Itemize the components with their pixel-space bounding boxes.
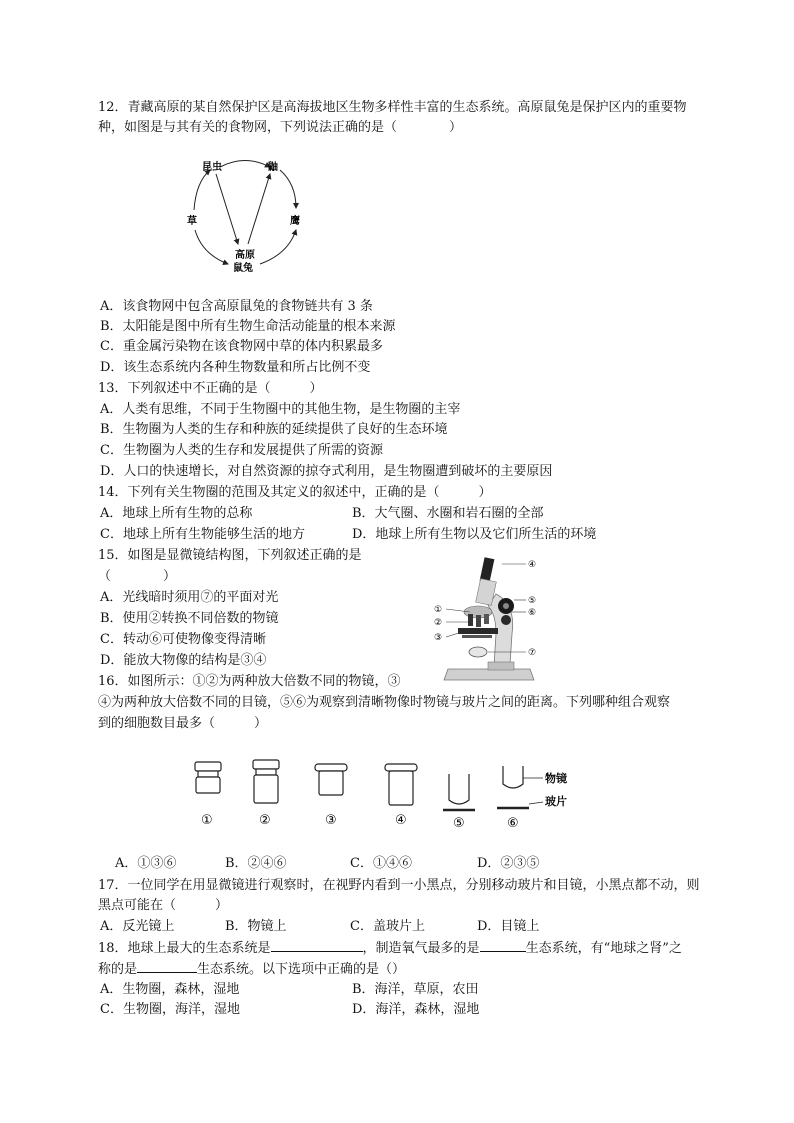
q18-text-5: 生态系统。以下选项中正确的是（） <box>197 962 406 977</box>
q17-option-d: D．目镜上 <box>477 919 540 934</box>
q15-stem: 15．如图是显微镜结构图，下列叙述正确的是 <box>98 548 362 563</box>
q15-answer-paren: （ ） <box>98 569 177 584</box>
lens-label-2: ② <box>259 813 271 828</box>
node-insect: 昆虫 <box>202 162 222 173</box>
slide-label: 玻片 <box>545 795 567 808</box>
q13-stem: 13．下列叙述中不正确的是（ ） <box>98 381 323 396</box>
microscope-label-3: ③ <box>434 633 443 643</box>
q13-option-d: D．人口的快速增长，对自然资源的掠夺式利用，是生物圈遭到破坏的主要原因 <box>100 464 553 479</box>
q14-option-b: B．大气圈、水圈和岩石圈的全部 <box>352 506 544 521</box>
q18-stem-line1 <box>98 939 682 958</box>
arrow-pika-to-weasel <box>248 174 270 244</box>
q16-option-c: C．①④⑥ <box>350 856 412 871</box>
q13-option-b: B．生物圈为人类的生存和种族的延续提供了良好的生态环境 <box>100 422 448 437</box>
q17-option-c: C．盖玻片上 <box>350 919 425 934</box>
q18-stem-line2 <box>98 960 405 979</box>
arc-weasel-to-eagle <box>280 170 296 208</box>
q17-stem-line1: 17．一位同学在用显微镜进行观察时，在视野内看到一小黑点，分别移动玻片和目镜，小黑点都不动，则 <box>98 878 700 893</box>
node-pika-line1: 高原 <box>235 250 255 261</box>
lens-label-1: ① <box>201 813 213 828</box>
q14-option-a: A．地球上所有生物的总称 <box>100 506 253 521</box>
microscope-stage <box>458 628 498 634</box>
q15-option-c: C．转动⑥可使物像变得清晰 <box>100 632 266 647</box>
q13-option-a: A．人类有思维，不同于生物圈中的其他生物，是生物圈的主宰 <box>100 402 461 417</box>
microscope-label-1: ① <box>434 605 443 615</box>
q18-blank-3[interactable] <box>137 960 197 973</box>
q18-option-b: B．海洋，草原，农田 <box>352 982 479 997</box>
node-pika-line2: 鼠兔 <box>233 263 253 274</box>
microscope-figure <box>430 554 550 684</box>
q17-option-a: A．反光镜上 <box>100 919 175 934</box>
node-grass: 草 <box>187 216 197 227</box>
q12-stem-line1: 12．青藏高原的某自然保护区是高海拔地区生物多样性丰富的生态系统。高原鼠兔是保护区内的重要物 <box>98 100 687 115</box>
lens-label-4: ④ <box>395 813 407 828</box>
lens-label-5: ⑤ <box>453 816 465 831</box>
q16-stem-line2: ④为两种放大倍数不同的目镜，⑤⑥为观察到清晰物像时物镜与玻片之间的距离。下列哪种组合观察 <box>98 695 671 710</box>
node-weasel: 鼬 <box>268 162 278 173</box>
q12-option-c: C．重金属污染物在该食物网中草的体内积累最多 <box>100 339 383 354</box>
lens-label-6: ⑥ <box>507 816 519 831</box>
q18-blank-1[interactable] <box>271 939 363 952</box>
q14-option-d: D．地球上所有生物以及它们所生活的环境 <box>352 527 597 542</box>
microscope-label-6: ⑥ <box>528 608 537 618</box>
q16-option-d: D．②③⑤ <box>477 856 540 871</box>
q12-stem-line2: 种，如图是与其有关的食物网，下列说法正确的是（ ） <box>98 120 463 135</box>
q14-option-c: C．地球上所有生物能够生活的地方 <box>100 527 305 542</box>
q18-option-d: D．海洋，森林，湿地 <box>352 1002 480 1017</box>
q15-option-a: A．光线暗时须用⑦的平面对光 <box>100 590 279 605</box>
node-eagle: 鹰 <box>290 216 300 227</box>
microscope-label-4: ④ <box>528 560 537 570</box>
lens-figure <box>185 752 595 834</box>
q18-text-3: 生态系统，有“地球之肾”之 <box>525 941 682 956</box>
q18-text-4: 称的是 <box>98 962 138 977</box>
arc-grass-to-insect <box>194 170 210 210</box>
food-web-diagram <box>180 152 310 282</box>
q17-option-b: B．物镜上 <box>225 919 287 934</box>
microscope-label-2: ② <box>434 618 443 628</box>
q16-option-a: A．①③⑥ <box>115 856 177 871</box>
q15-option-d: D．能放大物像的结构是③④ <box>100 653 267 668</box>
q16-stem-line1: 16．如图所示：①②为两种放大倍数不同的物镜，③ <box>98 674 401 689</box>
q15-option-b: B．使用②转换不同倍数的物镜 <box>100 611 279 626</box>
q18-blank-2[interactable] <box>480 939 526 952</box>
q12-option-a: A．该食物网中包含高原鼠兔的食物链共有 3 条 <box>100 299 373 314</box>
microscope-mirror <box>469 647 487 657</box>
q13-option-c: C．生物圈为人类的生存和发展提供了所需的资源 <box>100 443 383 458</box>
q16-stem-line3: 到的细胞数目最多（ ） <box>98 716 268 731</box>
q16-option-b: B．②④⑥ <box>225 856 287 871</box>
microscope-fine-knob <box>501 615 511 625</box>
q18-text-1: 18．地球上最大的生态系统是 <box>98 941 271 956</box>
microscope-label-5: ⑤ <box>528 596 537 606</box>
arc-pika-to-eagle <box>260 230 296 264</box>
microscope-label-7: ⑦ <box>528 648 537 658</box>
q18-option-c: C．生物圈，海洋，湿地 <box>100 1002 240 1017</box>
q18-option-a: A．生物圈，森林，湿地 <box>100 982 240 997</box>
arc-insect-to-weasel <box>220 161 270 168</box>
q18-text-2: ，制造氧气最多的是 <box>362 941 480 956</box>
objective-label: 物镜 <box>545 772 567 785</box>
q12-option-d: D．该生态系统内各种生物数量和所占比例不变 <box>100 360 371 375</box>
lens-label-3: ③ <box>325 813 337 828</box>
arc-grass-to-pika <box>195 230 228 264</box>
q14-stem: 14．下列有关生物圈的范围及其定义的叙述中，正确的是（ ） <box>98 485 492 500</box>
arrow-insect-to-pika <box>216 174 238 244</box>
q12-option-b: B．太阳能是图中所有生物生命活动能量的根本来源 <box>100 319 396 334</box>
q17-stem-line2: 黑点可能在（ ） <box>98 898 229 913</box>
